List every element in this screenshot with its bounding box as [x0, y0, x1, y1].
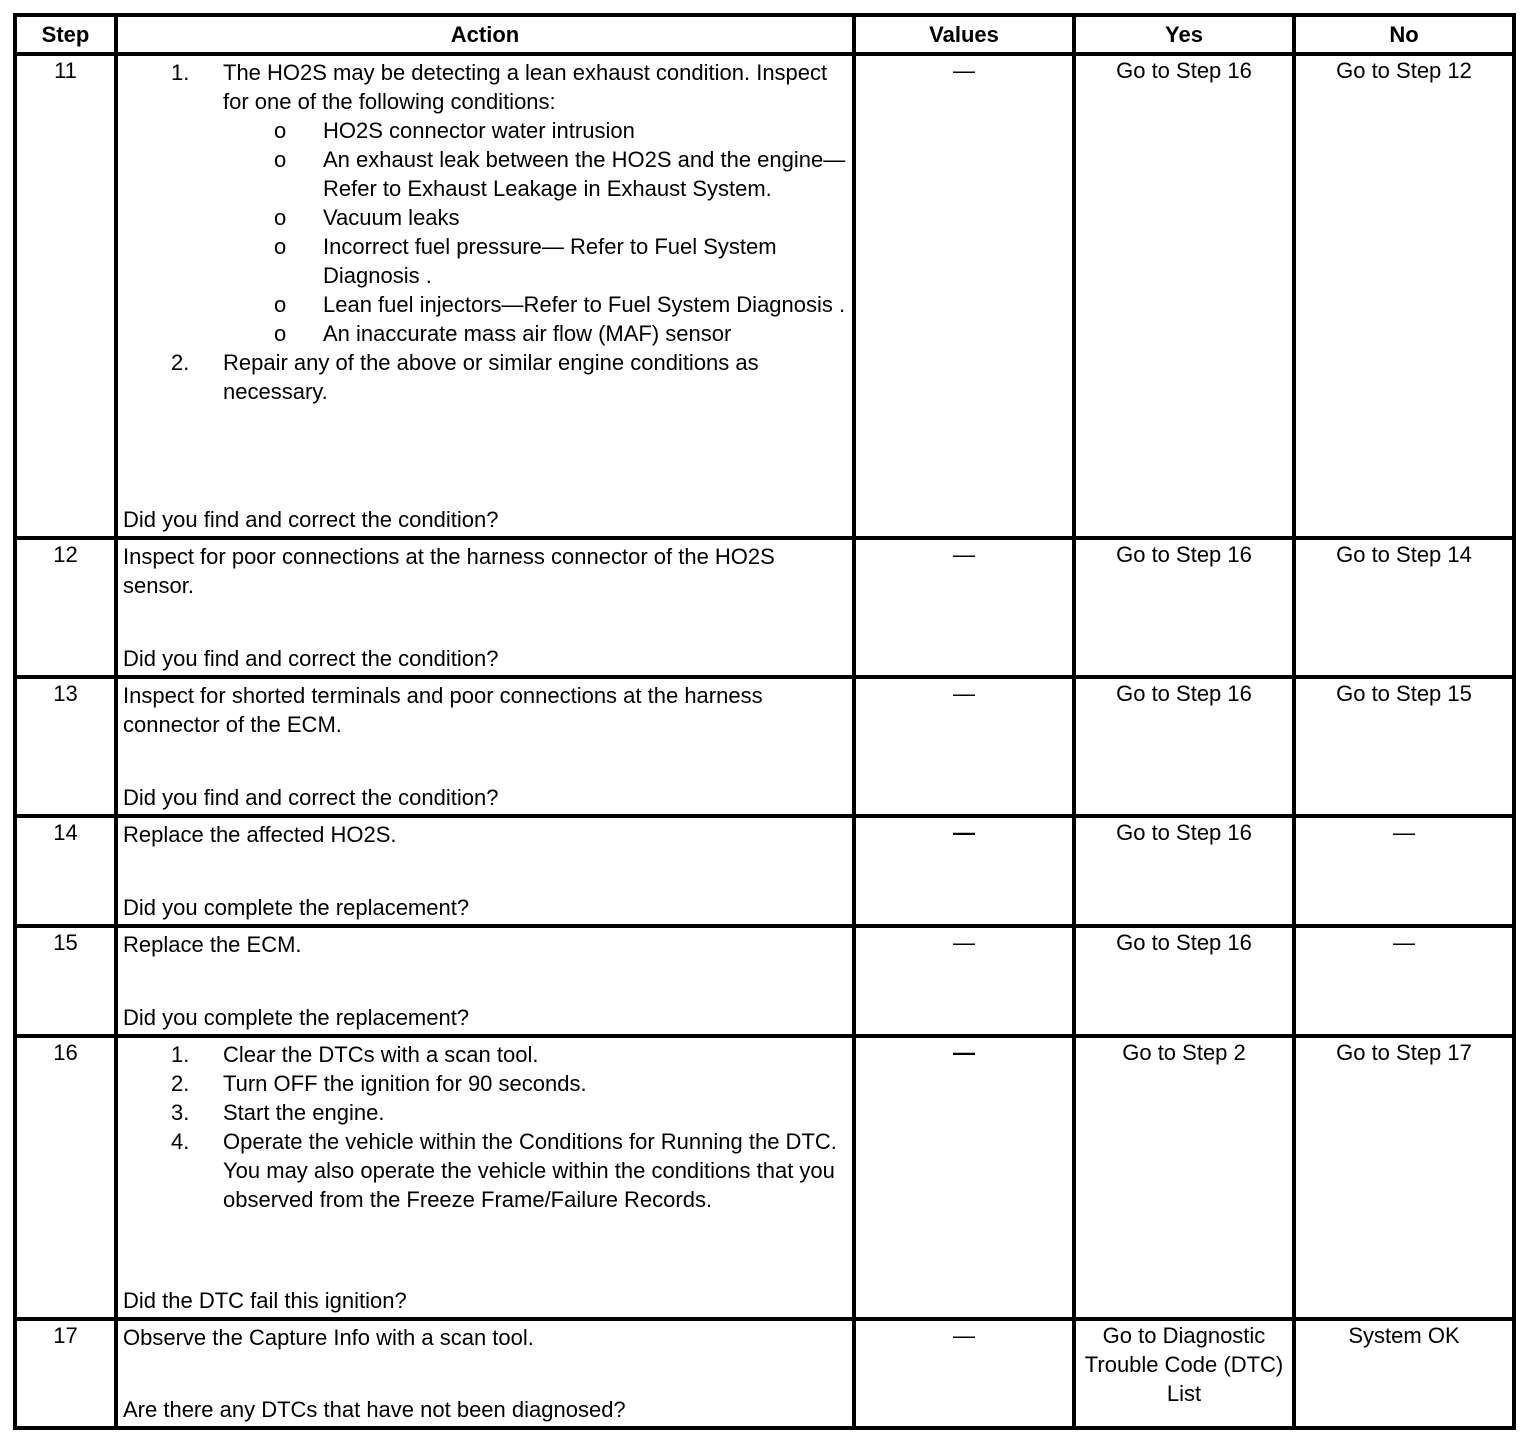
yes-cell: Go to Diagnostic Trouble Code (DTC) List — [1074, 1319, 1294, 1428]
action-cell — [116, 538, 854, 677]
no-cell: System OK — [1294, 1319, 1514, 1428]
step-number: 12 — [15, 538, 116, 677]
bullet-text: HO2S connector water intrusion — [323, 118, 635, 143]
step-number: 13 — [15, 677, 116, 816]
table-row-step-11 — [15, 54, 1514, 538]
step-number: 15 — [15, 926, 116, 1036]
yes-cell: Go to Step 16 — [1074, 54, 1294, 538]
action-question: Did you find and correct the condition? — [123, 785, 499, 810]
values-cell: — — [854, 816, 1074, 926]
list-item — [123, 1040, 848, 1069]
action-cell — [116, 1319, 854, 1428]
table-row-step-14 — [15, 816, 1514, 926]
values-cell: — — [854, 54, 1074, 538]
action-cell — [116, 54, 854, 538]
bullet-item — [223, 203, 848, 232]
list-number: 1. — [171, 60, 190, 85]
list-number: 4. — [171, 1129, 190, 1154]
circle-bullet-icon: o — [274, 292, 287, 317]
circle-bullet-icon: o — [274, 321, 287, 346]
action-text: Replace the affected HO2S. — [123, 822, 397, 847]
values-cell: — — [854, 1036, 1074, 1319]
table-row-step-15 — [15, 926, 1514, 1036]
values-cell: — — [854, 538, 1074, 677]
bullet-item — [223, 232, 848, 290]
action-question: Are there any DTCs that have not been diagnosed? — [123, 1397, 626, 1422]
table-row-step-12 — [15, 538, 1514, 677]
action-question: Did you find and correct the condition? — [123, 646, 499, 671]
header-action: Action — [116, 15, 854, 54]
action-text: Replace the ECM. — [123, 932, 302, 957]
bullet-text: Vacuum leaks — [323, 205, 460, 230]
table-row-step-17 — [15, 1319, 1514, 1428]
header-values: Values — [854, 15, 1074, 54]
list-number: 1. — [171, 1042, 190, 1067]
action-text: Inspect for shorted terminals and poor connections at the harness connector of the ECM. — [123, 683, 763, 737]
list-item — [123, 1098, 848, 1127]
circle-bullet-icon: o — [274, 118, 287, 143]
no-cell: — — [1294, 926, 1514, 1036]
yes-cell: Go to Step 16 — [1074, 816, 1294, 926]
table-row-step-13 — [15, 677, 1514, 816]
action-cell — [116, 926, 854, 1036]
list-number: 2. — [171, 350, 190, 375]
values-cell: — — [854, 926, 1074, 1036]
list-item — [123, 58, 848, 348]
numbered-list — [123, 1040, 848, 1214]
bullet-list — [223, 116, 848, 348]
yes-cell: Go to Step 2 — [1074, 1036, 1294, 1319]
bullet-item — [223, 290, 848, 319]
no-cell: Go to Step 12 — [1294, 54, 1514, 538]
action-cell — [116, 1036, 854, 1319]
yes-cell: Go to Step 16 — [1074, 677, 1294, 816]
diagnostic-table — [13, 13, 1516, 1430]
list-text: Repair any of the above or similar engine conditions as necessary. — [223, 350, 759, 404]
header-step: Step — [15, 15, 116, 54]
action-cell — [116, 677, 854, 816]
list-number: 2. — [171, 1071, 190, 1096]
circle-bullet-icon: o — [274, 205, 287, 230]
action-text: Inspect for poor connections at the harness connector of the HO2S sensor. — [123, 544, 775, 598]
action-question: Did the DTC fail this ignition? — [123, 1288, 407, 1313]
bullet-text: An exhaust leak between the HO2S and the engine—Refer to Exhaust Leakage in Exhaust System. — [323, 147, 846, 201]
action-cell — [116, 816, 854, 926]
step-number: 11 — [15, 54, 116, 538]
circle-bullet-icon: o — [274, 234, 287, 259]
bullet-item — [223, 145, 848, 203]
step-number: 17 — [15, 1319, 116, 1428]
bullet-item — [223, 116, 848, 145]
list-item — [123, 348, 848, 406]
list-text: Start the engine. — [223, 1100, 385, 1125]
list-text: The HO2S may be detecting a lean exhaust condition. Inspect for one of the following conditions: — [223, 60, 828, 114]
numbered-list — [123, 58, 848, 406]
values-cell: — — [854, 677, 1074, 816]
no-cell: Go to Step 15 — [1294, 677, 1514, 816]
bullet-item — [223, 319, 848, 348]
step-number: 16 — [15, 1036, 116, 1319]
no-cell: — — [1294, 816, 1514, 926]
action-question: Did you complete the replacement? — [123, 895, 470, 920]
list-number: 3. — [171, 1100, 190, 1125]
step-number: 14 — [15, 816, 116, 926]
header-no: No — [1294, 15, 1514, 54]
table-row-step-16 — [15, 1036, 1514, 1319]
yes-cell: Go to Step 16 — [1074, 538, 1294, 677]
list-text: Turn OFF the ignition for 90 seconds. — [223, 1071, 587, 1096]
list-item — [123, 1069, 848, 1098]
action-text: Observe the Capture Info with a scan tool. — [123, 1325, 534, 1350]
bullet-text: An inaccurate mass air flow (MAF) sensor — [323, 321, 732, 346]
values-cell: — — [854, 1319, 1074, 1428]
action-question: Did you find and correct the condition? — [123, 507, 499, 532]
header-yes: Yes — [1074, 15, 1294, 54]
header-row — [15, 15, 1514, 54]
list-text: Operate the vehicle within the Conditions for Running the DTC. You may also operate the vehicle within the conditions that you observed from the Freeze Frame/Failure Records. — [223, 1129, 837, 1212]
action-question: Did you complete the replacement? — [123, 1005, 470, 1030]
no-cell: Go to Step 17 — [1294, 1036, 1514, 1319]
bullet-text: Lean fuel injectors—Refer to Fuel System Diagnosis . — [323, 292, 846, 317]
no-cell: Go to Step 14 — [1294, 538, 1514, 677]
yes-cell: Go to Step 16 — [1074, 926, 1294, 1036]
list-item — [123, 1127, 848, 1214]
list-text: Clear the DTCs with a scan tool. — [223, 1042, 539, 1067]
circle-bullet-icon: o — [274, 147, 287, 172]
bullet-text: Incorrect fuel pressure— Refer to Fuel System Diagnosis . — [323, 234, 777, 288]
